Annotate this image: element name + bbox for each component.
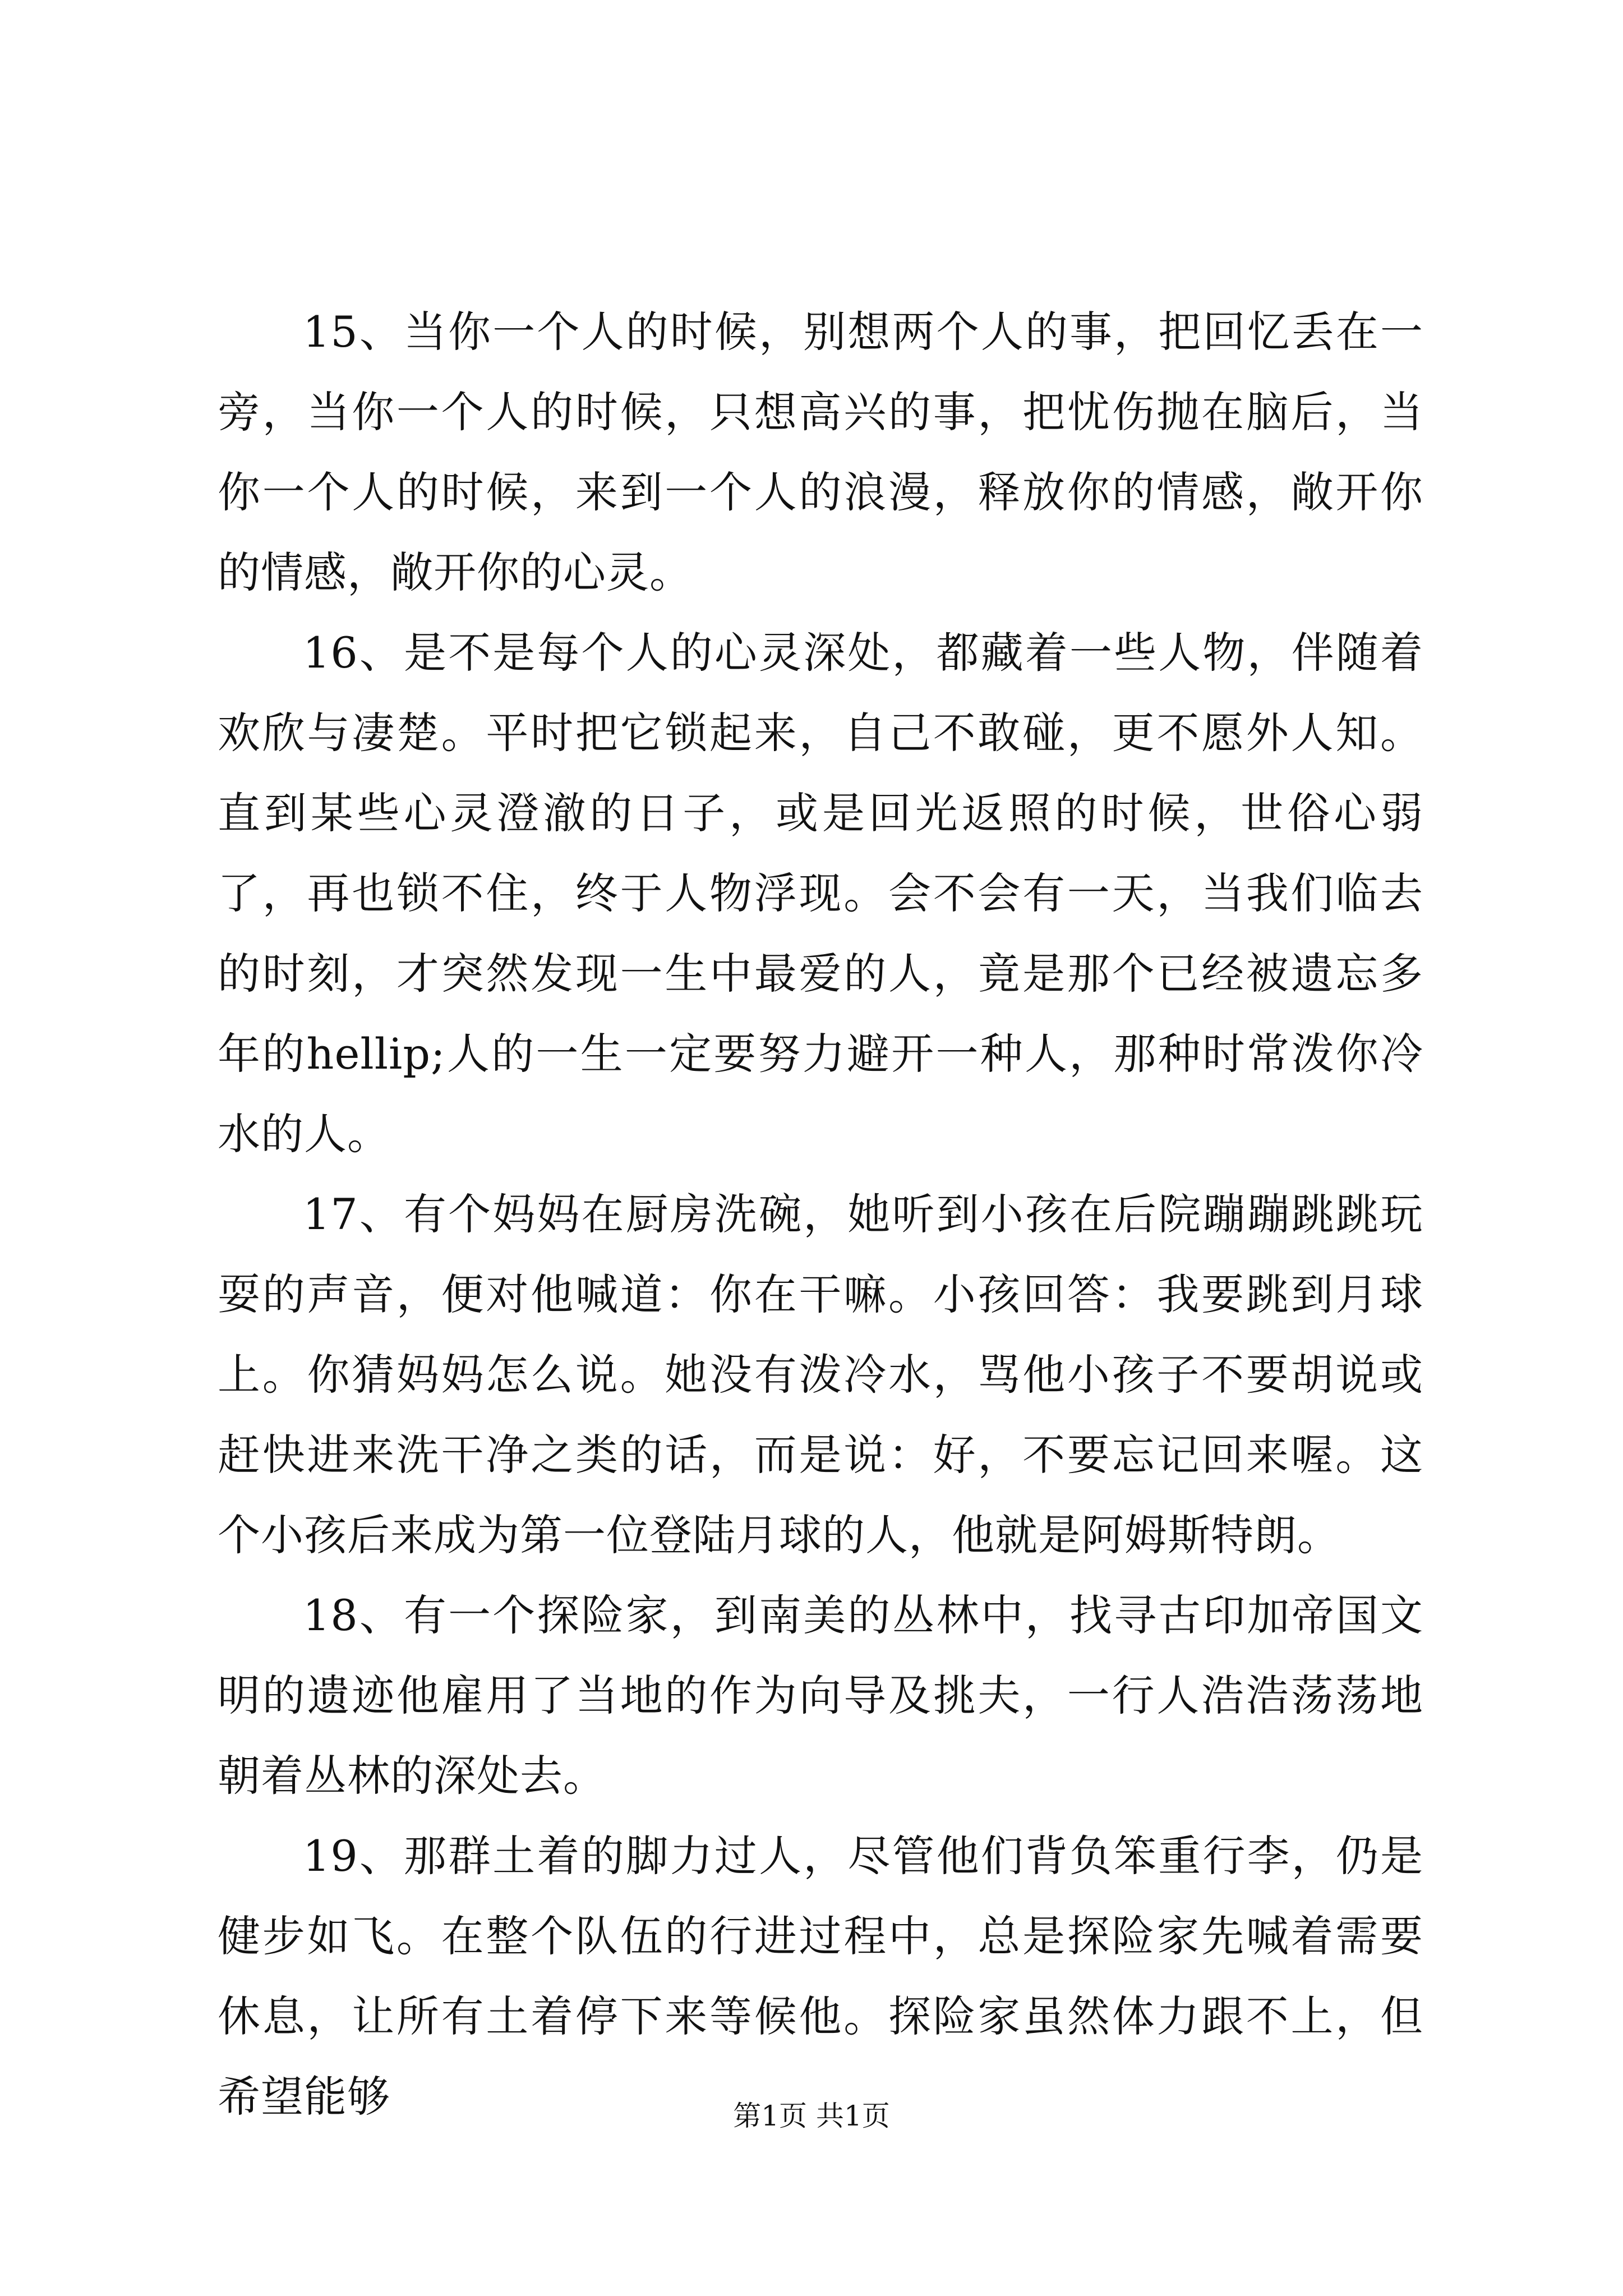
page-number-label: 第1页 共1页 — [733, 2100, 890, 2132]
paragraph-17: 17、有个妈妈在厨房洗碗，她听到小孩在后院蹦蹦跳跳玩耍的声音，便对他喊道：你在干嘛。小孩回答：我要跳到月球上。你猜妈妈怎么说。她没有泼冷水，骂他小孩子不要胡说或赶快进来洗干净之类的话，而是说：好，不要忘记回来喔。这个小孩后来成为第一位登陆月球的人，他就是阿姆斯特朗。 — [218, 1189, 1423, 1560]
paragraph-15: 15、当你一个人的时候，别想两个人的事，把回忆丢在一旁，当你一个人的时候，只想高兴的事，把忧伤抛在脑后，当你一个人的时候，来到一个人的浪漫，释放你的情感，敞开你的情感，敞开你的心灵。 — [218, 307, 1423, 597]
paragraph-16: 16、是不是每个人的心灵深处，都藏着一些人物，伴随着欢欣与凄楚。平时把它锁起来，自己不敢碰，更不愿外人知。直到某些心灵澄澈的日子，或是回光返照的时候，世俗心弱了，再也锁不住，终于人物浮现。会不会有一天，当我们临去的时刻，才突然发现一生中最爱的人，竟是那个已经被遗忘多年的hellip;人的一生一定要努力避开一种人，那种时常泼你冷水的人。 — [218, 628, 1423, 1159]
document-body — [218, 292, 1423, 2137]
paragraph-18: 18、有一个探险家，到南美的丛林中，找寻古印加帝国文明的遗迹他雇用了当地的作为向导及挑夫，一行人浩浩荡荡地朝着丛林的深处去。 — [218, 1590, 1423, 1801]
page-footer — [0, 2099, 1623, 2133]
paragraph-19: 19、那群土着的脚力过人，尽管他们背负笨重行李，仍是健步如飞。在整个队伍的行进过程中，总是探险家先喊着需要休息，让所有土着停下来等候他。探险家虽然体力跟不上，但希望能够 — [218, 1831, 1423, 2122]
